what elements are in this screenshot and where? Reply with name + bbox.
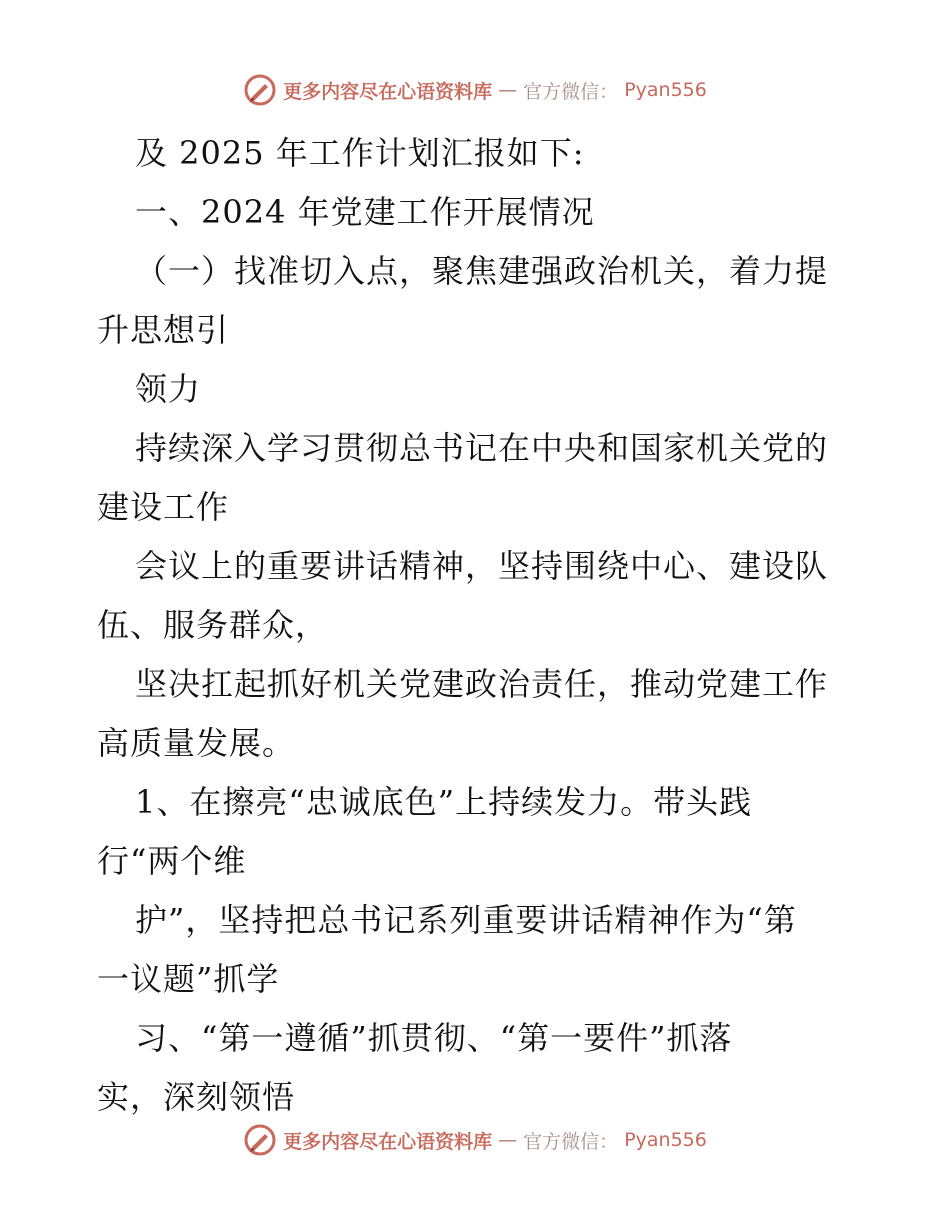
watermark-separator: — [498,79,518,101]
text-line: 习、“第一遵循”抓贯彻、“第一要件”抓落 [135,1019,733,1057]
pen-logo-icon [243,1123,277,1157]
pen-logo-icon [243,73,277,107]
watermark-sub-text: 官方微信： [523,1130,619,1153]
text-line: 1、在擦亮“忠诚底色”上持续发力。带头践 [135,783,753,821]
section-heading: 一、2024 年党建工作开展情况 [135,193,595,231]
text-line: 行“两个维 [97,842,247,880]
text-line: 高质量发展。 [97,724,296,762]
watermark-header [0,70,950,110]
watermark-separator: — [498,1129,518,1151]
document-body [97,124,857,1127]
text-line: 坚决扛起抓好机关党建政治责任，推动党建工作 [135,665,829,703]
subsection-heading: （一）找准切入点，聚焦建强政治机关，着力提 [135,252,829,290]
watermark-main-text: 更多内容尽在心语资料库 [283,1130,493,1153]
text-line: 建设工作 [97,488,230,526]
text-line: 领力 [135,370,202,408]
text-line: 护”，坚持把总书记系列重要讲话精神作为“第 [135,901,797,939]
watermark-account: Pyan556 [624,79,707,101]
text-line: 一议题”抓学 [97,960,280,998]
text-line: 伍、服务群众， [97,606,329,644]
text-line: 升思想引 [97,311,230,349]
text-line: 会议上的重要讲话精神，坚持围绕中心、建设队 [135,547,829,585]
text-line: 持续深入学习贯彻总书记在中央和国家机关党的 [135,429,829,467]
text-line: 及 2025 年工作计划汇报如下: [135,134,585,172]
watermark-sub-text: 官方微信： [523,80,619,103]
watermark-footer [0,1120,950,1160]
watermark-account: Pyan556 [624,1129,707,1151]
text-line: 实，深刻领悟 [97,1078,296,1116]
watermark-main-text: 更多内容尽在心语资料库 [283,80,493,103]
